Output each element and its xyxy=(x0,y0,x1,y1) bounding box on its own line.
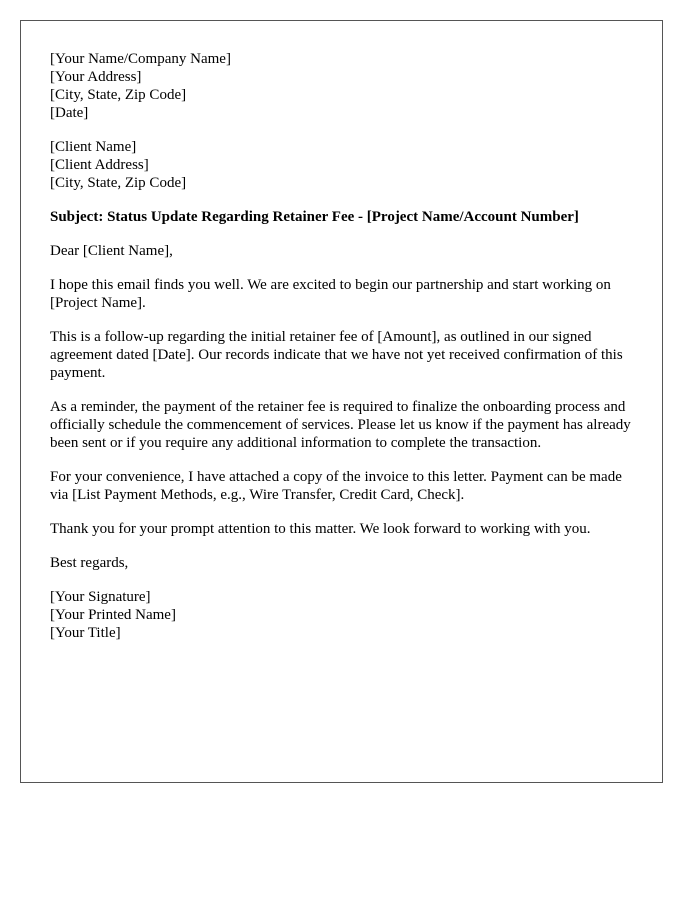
letter-page xyxy=(20,20,663,783)
printed-name: [Your Printed Name] xyxy=(50,607,176,623)
body-paragraph: I hope this email finds you well. We are excited to begin our partnership and start working on [Project Name]. xyxy=(50,277,611,311)
sender-block xyxy=(50,50,633,122)
recipient-address: [Client Address] xyxy=(50,157,149,173)
sender-city: [City, State, Zip Code] xyxy=(50,87,187,103)
recipient-block xyxy=(50,138,633,192)
body-paragraph: As a reminder, the payment of the retainer fee is required to finalize the onboarding process and officially schedule the commencement of services. Please let us know if the payment has already been sent or if you require any additional information to complete the transaction. xyxy=(50,399,631,451)
salutation: Dear [Client Name], xyxy=(50,243,173,259)
recipient-city: [City, State, Zip Code] xyxy=(50,175,187,191)
title: [Your Title] xyxy=(50,625,121,641)
signature: [Your Signature] xyxy=(50,589,151,605)
body-paragraph: Thank you for your prompt attention to this matter. We look forward to working with you. xyxy=(50,521,591,537)
letter-date: [Date] xyxy=(50,105,89,121)
subject-line: Subject: Status Update Regarding Retainer Fee - [Project Name/Account Number] xyxy=(50,209,579,225)
body-paragraph: This is a follow-up regarding the initial retainer fee of [Amount], as outlined in our signed agreement dated [Date]. Our records indicate that we have not yet received confirmation of this payment. xyxy=(50,329,623,381)
signature-block xyxy=(50,588,633,642)
body-paragraph: For your convenience, I have attached a copy of the invoice to this letter. Payment can be made via [List Payment Methods, e.g., Wire Transfer, Credit Card, Check]. xyxy=(50,469,622,503)
sender-name: [Your Name/Company Name] xyxy=(50,51,231,67)
closing: Best regards, xyxy=(50,555,129,571)
recipient-name: [Client Name] xyxy=(50,139,137,155)
sender-address: [Your Address] xyxy=(50,69,142,85)
